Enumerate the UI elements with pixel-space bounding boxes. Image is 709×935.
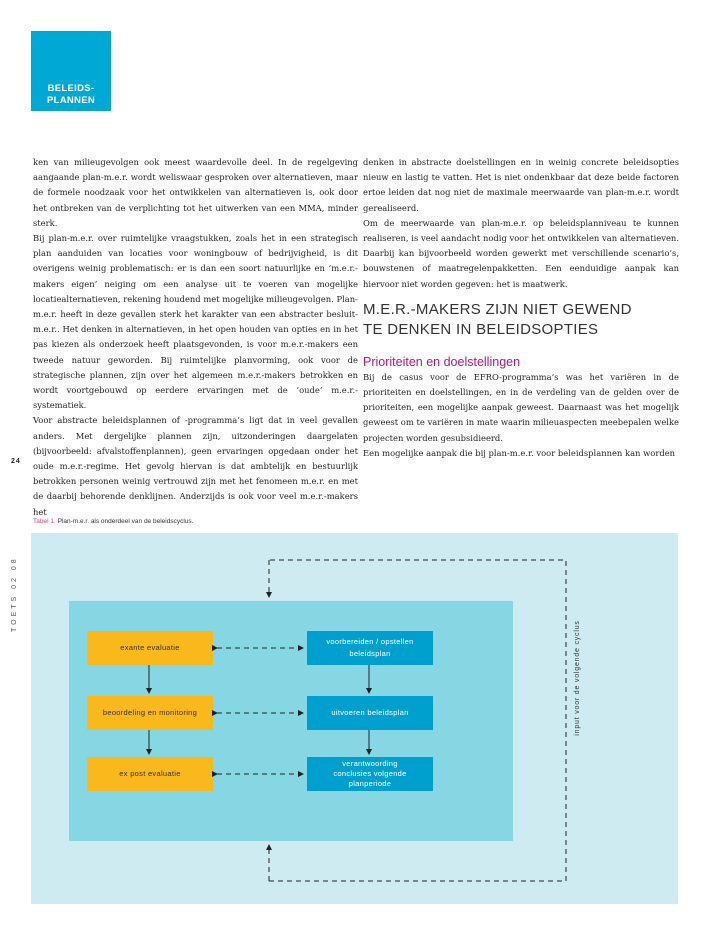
right-paragraph-3: Bij de casus voor de EFRO-programma’s was het variëren in de prioriteiten en doelstellingen, en in de verdeling van de gelden over de prioriteiten, een mogelijke aanpak geweest. Daarnaast was het mogelijk geweest om te variëren in mate waarin milieuaspecten meebepalen welke projecten worden gesubsidieerd. (363, 371, 679, 443)
section-tab-line1: BELEIDS- (47, 83, 95, 94)
side-label-next-cycle: input voor de volgende cyclus (574, 620, 581, 736)
section-tab (31, 31, 111, 111)
box-exante-evaluatie: exante evaluatie (87, 631, 213, 665)
box-ex-post-evaluatie: ex post evaluatie (87, 757, 213, 791)
box-voorbereiden-line1: voorbereiden / opstellen (326, 637, 414, 646)
box-verantwoording-line1: verantwoording (342, 759, 398, 768)
left-column (33, 155, 358, 520)
right-column (363, 155, 679, 461)
box-verantwoording-line3: planperiode (348, 779, 392, 788)
section-heading-line1: M.E.R.-MAKERS ZIJN NIET GEWEND (363, 300, 632, 318)
box-uitvoeren-line1: uitvoeren beleidsplan (331, 708, 409, 717)
page-number: 24 (11, 458, 21, 465)
section-tab-line2: PLANNEN (46, 95, 96, 106)
box-verantwoording-line2: conclusies volgende (333, 769, 407, 778)
left-paragraph-2: Bij plan-m.e.r. over ruimtelijke vraagstukken, zoals het in een strategisch plan aanduiden van locaties voor woningbouw of bedrijvigheid, is dit overigens weinig problematisch: er is dan een soort natuurlijke en ‘m.e.r.-makers eigen’ neiging om een analyse uit te voeren van mogelijke locatiealternatieven, rekening houdend met mogelijke milieugevolgen. Plan-m.e.r. heeft in deze gevallen sterk het karakter van een abstracter besluit-m.e.r.. Het denken in alternatieven, in het open houden van opties en in het pas kiezen als onderzoek heeft plaatsgevonden, is voor m.e.r.-makers een tweede natuur geworden. Bij ruimtelijke planvorming, ook voor de strategische plannen, zijn over het algemeen m.e.r.-makers betrokken en wordt voortgebouwd op eerdere ervaringen met de ‘oude’ m.e.r.-systematiek. (33, 233, 358, 411)
journal-label: TOETS 02 08 (11, 556, 18, 632)
box-voorbereiden-line2: beleidsplan (349, 649, 391, 658)
right-paragraph-2: Om de meerwaarde van plan-m.e.r. op beleidsplanniveau te kunnen realiseren, is veel aandacht nodig voor het ontwikkelen van alternatieven. Daarbij kan bijvoorbeeld worden gewerkt met verschillende scenario’s, bouwstenen of maatregelenpakketten. Een eenduidige aanpak kan hiervoor niet worden gegeven: het is maatwerk. (363, 217, 679, 289)
figure-caption (33, 518, 193, 525)
section-heading (363, 300, 679, 340)
caption-label: Tabel 1. (33, 518, 56, 525)
left-paragraph-3: Voor abstracte beleidsplannen of -programma’s ligt dat in veel gevallen anders. Met dergelijke plannen zijn, uitzonderingen daargelaten (bijvoorbeeld: afvalstoffenplannen), geen ervaringen opgedaan onder het oude m.e.r.-regime. Het gevolg hiervan is dat ambtelijk en bestuurlijk betrokken personen weinig vertrouwd zijn met het fenomeen m.e.r. en met de daarbij behorende denklijnen. Anderzijds is ook voor veel m.e.r.-makers het (33, 415, 358, 517)
right-paragraph-4: Een mogelijke aanpak die bij plan-m.e.r. voor beleidsplannen kan worden (363, 447, 676, 458)
cycle-loop (269, 560, 566, 881)
subheading: Prioriteiten en doelstellingen (363, 354, 521, 369)
caption-text: Plan-m.e.r. als onderdeel van de beleidscyclus. (55, 518, 194, 525)
left-paragraph-1: ken van milieugevolgen ook meest waardevolle deel. In de regelgeving aangaande plan-m.e.r. wordt weliswaar gesproken over alternatieven, maar de formele noodzaak voor het ontwikkelen van alternatieven is, ook door het ontbreken van de verplichting tot het uitwerken van een MMA, minder sterk. (33, 157, 358, 228)
right-paragraph-1: denken in abstracte doelstellingen en in weinig concrete beleidsopties nieuw en lastig te vatten. Het is niet ondenkbaar dat deze beide factoren ertoe leiden dat nog niet de maximale meerwaarde van plan-m.e.r. wordt gerealiseerd. (363, 157, 679, 213)
box-beoordeling-monitoring: beoordeling en monitoring (87, 696, 213, 730)
section-heading-line2: TE DENKEN IN BELEIDSOPTIES (363, 320, 599, 338)
